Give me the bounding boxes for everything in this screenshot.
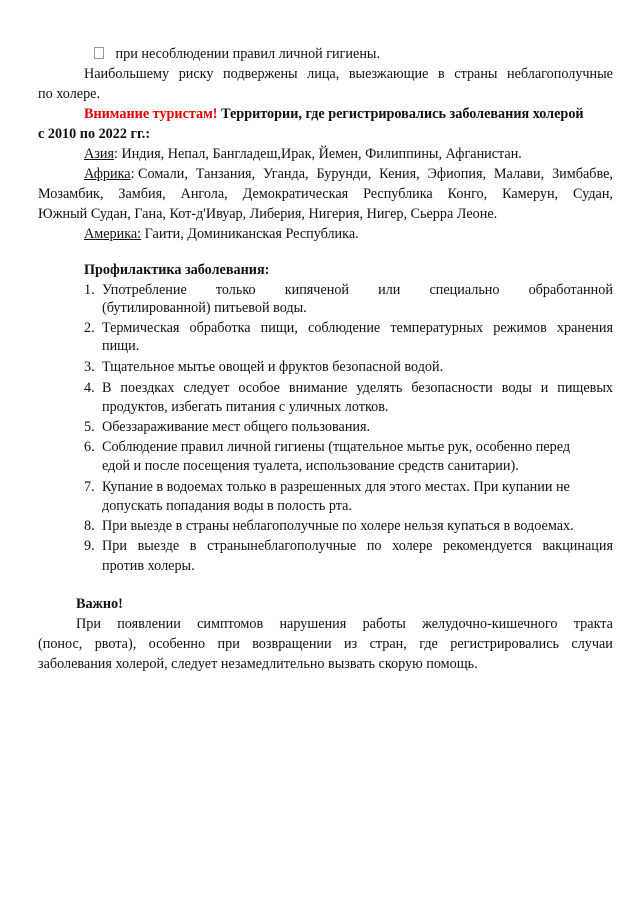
word: При	[76, 616, 101, 632]
word: холере	[392, 538, 433, 554]
word: В	[102, 380, 112, 396]
word: следует	[183, 380, 230, 396]
word: : Сомали,	[130, 166, 188, 182]
word: в	[189, 538, 197, 554]
item-6-line-2: едой и после посещения туалета, использование средств санитарии).	[102, 458, 519, 474]
item-7-number: 7.	[84, 479, 95, 495]
word: Кения,	[379, 166, 420, 182]
word: страны	[454, 66, 498, 82]
word: особое	[238, 380, 280, 396]
word: Замбия,	[118, 186, 166, 202]
america-line	[84, 224, 359, 244]
word: случаи	[571, 636, 613, 652]
word: тракта	[573, 616, 613, 632]
item-3-line-1: Тщательное мытье овощей и фруктов безопасной водой.	[102, 359, 444, 375]
word: где	[419, 636, 438, 652]
important-line-2	[38, 634, 613, 654]
africa-label: Африка	[84, 166, 131, 182]
word: Бурунди,	[316, 166, 372, 182]
word	[84, 164, 188, 184]
item-4-line-2: продуктов, избегать питания с уличных лотков.	[102, 399, 389, 415]
word: рекомендуется	[443, 538, 532, 554]
word: Мозамбик,	[38, 186, 104, 202]
word: по	[366, 538, 382, 554]
asia-line	[84, 144, 522, 164]
america-label: Америка:	[84, 226, 142, 242]
important-line-1	[76, 614, 613, 634]
word: из	[344, 636, 358, 652]
word: внимание	[288, 380, 348, 396]
word: Наибольшему	[84, 66, 170, 82]
word: и	[540, 380, 549, 396]
word: Ангола,	[180, 186, 228, 202]
word: желудочно-кишечного	[422, 616, 558, 632]
warning-label: Внимание туристам!	[84, 106, 218, 122]
item-2-line-1: Термическая обработка пищи, соблюдение температурных режимов хранения	[102, 320, 613, 336]
word: пищевых	[557, 380, 613, 396]
word: лица,	[307, 66, 340, 82]
word: Малави,	[493, 166, 545, 182]
word: неблагополучные	[507, 66, 613, 82]
word: стран,	[369, 636, 407, 652]
item-2-number: 2.	[84, 320, 95, 336]
word: работы	[362, 616, 406, 632]
word: поездках	[120, 380, 175, 396]
asia-countries: : Индия, Непал, Бангладеш,Ирак, Йемен, Филиппины, Афганистан.	[113, 146, 522, 162]
item-2-line-2: пищи.	[102, 338, 140, 354]
item-4-number: 4.	[84, 380, 95, 396]
word: уделять	[356, 380, 403, 396]
word: Танзания,	[195, 166, 256, 182]
word: обработанной	[528, 282, 613, 298]
word: Зимбабве,	[552, 166, 613, 182]
word: (понос,	[38, 636, 83, 652]
item-8-line-1: При выезде в страны неблагополучные по холере нельзя купаться в водоемах.	[102, 518, 574, 534]
word: возвращении	[252, 636, 332, 652]
word: воды	[501, 380, 532, 396]
warning-period: с 2010 по 2022 гг.:	[38, 126, 151, 142]
risk-line-2: по холере.	[38, 86, 101, 102]
word: Республика	[363, 186, 433, 202]
word: странынеблагополучные	[207, 538, 357, 554]
word: или	[378, 282, 401, 298]
word: рвота),	[94, 636, 137, 652]
word: Демократическая	[242, 186, 349, 202]
word: симптомов	[197, 616, 264, 632]
item-9-line-2: против холеры.	[102, 558, 195, 574]
africa-line-3: Южный Судан, Гана, Кот-д'Ивуар, Либерия, Нигерия, Нигер, Сьерра Леоне.	[38, 206, 498, 222]
hygiene-bullet	[94, 44, 380, 64]
bullet-square-icon	[94, 47, 104, 59]
item-7-line-2: допускать попадания воды в полость рта.	[102, 498, 352, 514]
item-1-line-2: (бутилированной) питьевой воды.	[102, 300, 307, 316]
warning-text: Территории, где регистрировались заболевания холерой	[221, 106, 584, 122]
word: подвержены	[223, 66, 298, 82]
item-8-number: 8.	[84, 518, 95, 534]
item-6-line-1: Соблюдение правил личной гигиены (тщательное мытье рук, особенно перед	[102, 439, 571, 455]
item-3-number: 3.	[84, 359, 95, 375]
item-7-line-1: Купание в водоемах только в разрешенных для этого местах. При купании не	[102, 479, 570, 495]
word: специально	[429, 282, 500, 298]
prevention-title: Профилактика заболевания:	[84, 262, 270, 278]
word: при	[217, 636, 240, 652]
item-5-number: 5.	[84, 419, 95, 435]
africa-line-1	[84, 164, 613, 184]
word: При	[102, 538, 127, 554]
america-countries: Гаити, Доминиканская Республика.	[141, 226, 359, 242]
word: Судан,	[573, 186, 613, 202]
risk-line-1	[84, 64, 613, 84]
word: вакцинация	[542, 538, 613, 554]
important-title: Важно!	[76, 596, 123, 612]
word: кипяченой	[284, 282, 350, 298]
item-9-number: 9.	[84, 538, 95, 554]
item-1-line-1	[102, 280, 613, 300]
word: выезжающие	[348, 66, 429, 82]
word: только	[215, 282, 256, 298]
word: выезде	[137, 538, 180, 554]
item-5-line-1: Обеззараживание мест общего пользования.	[102, 419, 371, 435]
word: в	[438, 66, 445, 82]
asia-label: Азия	[84, 146, 114, 162]
important-line-3: заболевания холерой, следует незамедлительно вызвать скорую помощь.	[38, 656, 478, 672]
item-1-number: 1.	[84, 282, 95, 298]
warning-heading	[84, 104, 584, 124]
word: нарушения	[279, 616, 347, 632]
word: безопасности	[411, 380, 493, 396]
item-9-line-1	[102, 536, 613, 556]
item-6-number: 6.	[84, 439, 95, 455]
item-4-line-1	[102, 378, 613, 398]
word: Уганда,	[263, 166, 309, 182]
word: Употребление	[102, 282, 187, 298]
word: особенно	[148, 636, 206, 652]
word: Эфиопия,	[427, 166, 487, 182]
hygiene-bullet-text: при несоблюдении правил личной гигиены.	[115, 46, 380, 62]
word: риску	[178, 66, 214, 82]
word: появлении	[117, 616, 181, 632]
word: Камерун,	[502, 186, 559, 202]
word: Конго,	[447, 186, 488, 202]
word: регистрировались	[450, 636, 559, 652]
africa-line-2	[38, 184, 613, 204]
